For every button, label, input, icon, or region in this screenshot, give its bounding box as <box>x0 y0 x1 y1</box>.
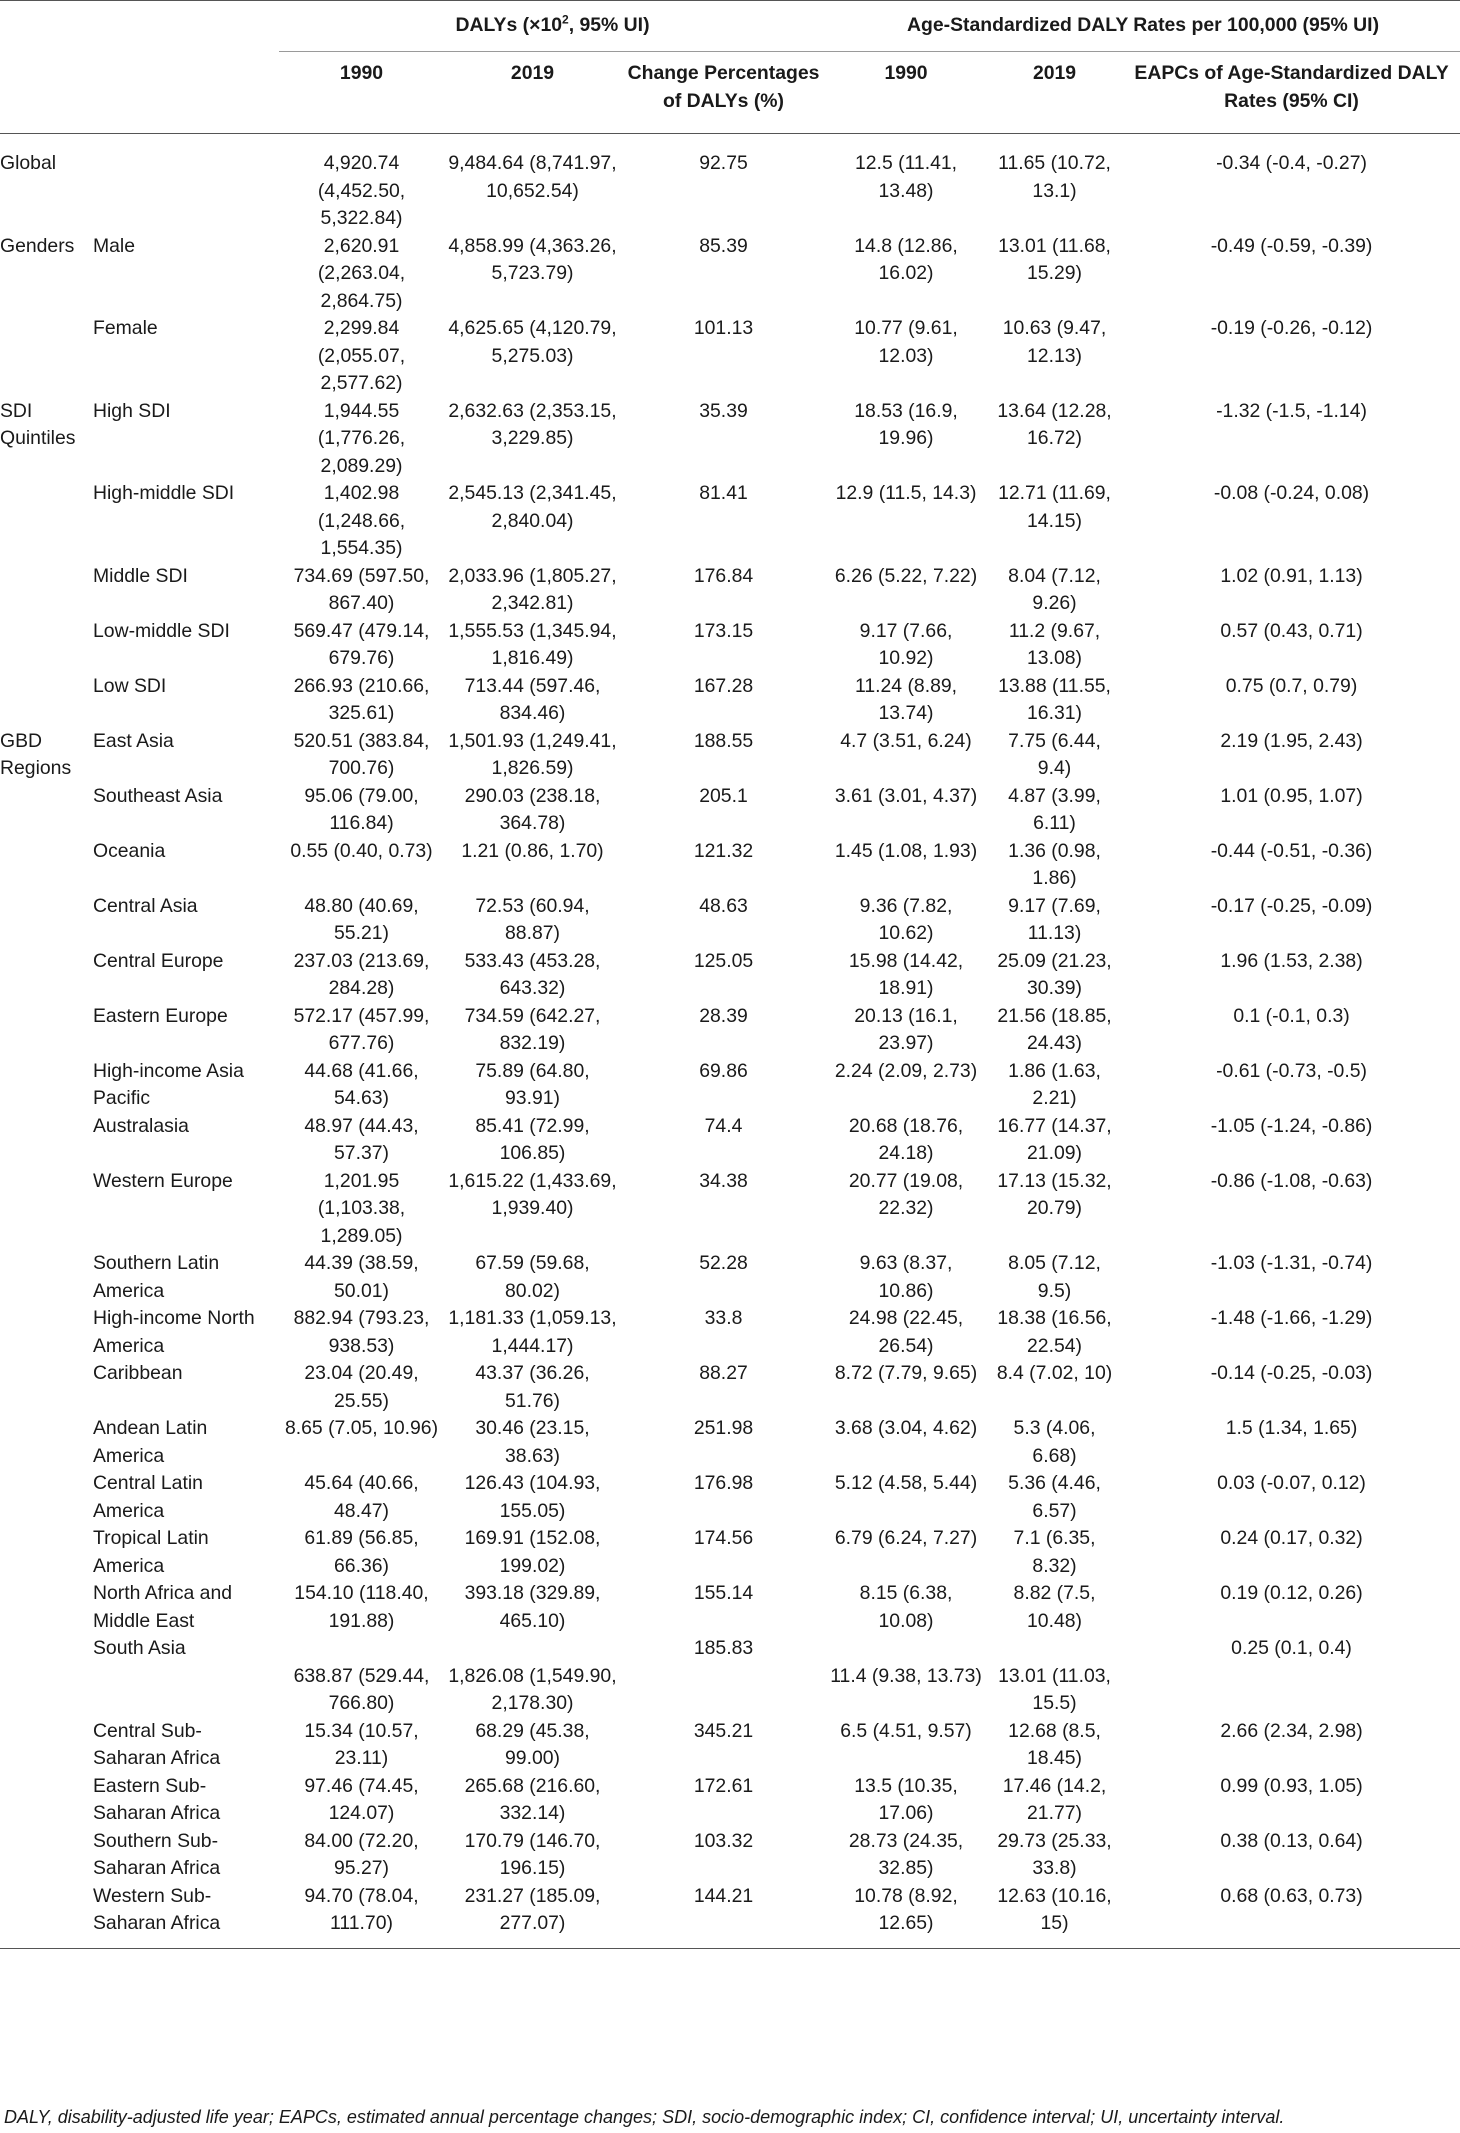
row-group-label <box>0 1360 93 1415</box>
cell-rate-2019: 18.38 (16.56, 22.54) <box>997 1307 1112 1357</box>
cell-change: 103.32 <box>693 1829 754 1852</box>
table-row <box>0 1580 1460 1635</box>
cell-dalys-2019: 2,033.96 (1,805.27, 2,342.81) <box>448 564 617 614</box>
cell-rate-2019: 11.2 (9.67, 13.08) <box>1008 619 1101 669</box>
cell-dalys-2019: 75.89 (64.80, 93.91) <box>475 1059 590 1109</box>
cell-rate-2019: 16.77 (14.37, 21.09) <box>997 1114 1112 1164</box>
cell-rate-1990: 8.72 (7.79, 9.65) <box>834 1362 978 1384</box>
cell-rate-2019: 1.86 (1.63, 2.21) <box>1008 1059 1101 1109</box>
cell-change: 52.28 <box>699 1252 748 1274</box>
cell-change: 85.39 <box>699 234 748 257</box>
cell-change: 69.86 <box>699 1059 748 1082</box>
cell-eapc: -0.19 (-0.26, -0.12) <box>1210 317 1373 339</box>
cell-eapc: 1.96 (1.53, 2.38) <box>1220 949 1363 972</box>
row-group-label <box>0 563 93 618</box>
cell-eapc: 0.99 (0.93, 1.05) <box>1220 1774 1363 1797</box>
cell-rate-1990: 24.98 (22.45, 26.54) <box>848 1307 964 1357</box>
cell-dalys-1990: 44.68 (41.66, 54.63) <box>304 1059 419 1109</box>
cell-dalys-1990: 638.87 (529.44, 766.80) <box>293 1664 430 1714</box>
cell-rate-1990: 5.12 (4.58, 5.44) <box>834 1472 978 1494</box>
cell-rate-1990: 3.61 (3.01, 4.37) <box>834 784 978 807</box>
table-row <box>0 398 1460 481</box>
cell-dalys-2019: 1,826.08 (1,549.90, 2,178.30) <box>448 1664 617 1714</box>
table-header <box>0 1 1460 134</box>
row-sub-label: North Africa and Middle East <box>93 1582 233 1632</box>
cell-rate-1990: 20.77 (19.08, 22.32) <box>848 1169 964 1219</box>
cell-rate-1990: 4.7 (3.51, 6.24) <box>840 729 972 752</box>
row-group-label <box>0 1883 93 1949</box>
row-sub-label: High-income North America <box>93 1307 255 1357</box>
cell-rate-2019: 7.75 (6.44, 9.4) <box>1008 729 1101 779</box>
row-group-label <box>0 1305 93 1360</box>
cell-eapc: 0.1 (-0.1, 0.3) <box>1233 1004 1350 1027</box>
row-sub-label: Caribbean <box>93 1362 183 1384</box>
header-group-dalys: DALYs ($\times 10^2$, 95% UI) <box>279 1 826 52</box>
table-row <box>0 233 1460 316</box>
row-sub-label: Southeast Asia <box>93 784 223 807</box>
table-row <box>0 783 1460 838</box>
row-sub-label: Middle SDI <box>93 564 188 587</box>
table-row <box>0 563 1460 618</box>
cell-dalys-1990: 2,620.91 (2,263.04, 2,864.75) <box>317 234 406 312</box>
table-row <box>0 1773 1460 1828</box>
cell-eapc: 1.5 (1.34, 1.65) <box>1225 1417 1358 1439</box>
table-row <box>0 1058 1460 1113</box>
cell-change: 173.15 <box>693 619 754 642</box>
cell-dalys-1990: 882.94 (793.23, 938.53) <box>293 1307 430 1357</box>
table-row <box>0 1415 1460 1470</box>
header-eapc: EAPCs of Age-Standardized DALY Rates (95% CI) <box>1134 62 1449 112</box>
cell-dalys-2019: 734.59 (642.27, 832.19) <box>464 1004 601 1054</box>
row-sub-label: Tropical Latin America <box>93 1527 209 1577</box>
cell-rate-1990 <box>826 1635 986 1663</box>
cell-dalys-1990: 45.64 (40.66, 48.47) <box>304 1472 419 1522</box>
cell-dalys-1990: 266.93 (210.66, 325.61) <box>293 674 430 724</box>
cell-rate-1990: 12.9 (11.5, 14.3) <box>835 482 977 504</box>
cell-dalys-1990: 15.34 (10.57, 23.11) <box>304 1719 419 1769</box>
cell-rate-2019: 17.13 (15.32, 20.79) <box>997 1169 1112 1219</box>
cell-dalys-2019: 231.27 (185.09, 277.07) <box>464 1884 601 1934</box>
cell-change: 205.1 <box>699 784 748 807</box>
cell-rate-2019: 9.17 (7.69, 11.13) <box>1008 894 1101 944</box>
table-row <box>0 1828 1460 1883</box>
cell-rate-2019: 13.64 (12.28, 16.72) <box>997 399 1112 449</box>
cell-rate-1990: 3.68 (3.04, 4.62) <box>834 1417 978 1439</box>
cell-change: 35.39 <box>699 399 748 422</box>
row-group-label <box>0 1470 93 1525</box>
cell-rate-1990: 6.79 (6.24, 7.27) <box>834 1527 978 1549</box>
table-row <box>0 480 1460 563</box>
cell-eapc: 0.57 (0.43, 0.71) <box>1220 619 1363 642</box>
header-dalys-2019: 2019 <box>510 62 555 84</box>
cell-eapc: -0.34 (-0.4, -0.27) <box>1216 152 1367 174</box>
row-group-label <box>0 1828 93 1883</box>
cell-change: 101.13 <box>693 317 754 339</box>
row-group-label <box>0 673 93 728</box>
cell-dalys-1990: 48.80 (40.69, 55.21) <box>304 894 419 944</box>
cell-rate-2019: 7.1 (6.35, 8.32) <box>1013 1527 1096 1577</box>
table-row <box>0 673 1460 728</box>
table-row <box>0 1168 1460 1251</box>
cell-dalys-2019: 2,632.63 (2,353.15, 3,229.85) <box>448 399 617 449</box>
cell-change: 125.05 <box>693 949 754 972</box>
cell-rate-1990: 20.13 (16.1, 23.97) <box>854 1004 958 1054</box>
cell-change: 345.21 <box>693 1719 754 1742</box>
cell-rate-2019: 17.46 (14.2, 21.77) <box>1002 1774 1107 1824</box>
cell-change: 172.61 <box>693 1774 754 1797</box>
cell-dalys-1990: 734.69 (597.50, 867.40) <box>293 564 430 614</box>
cell-eapc: 0.24 (0.17, 0.32) <box>1220 1527 1363 1549</box>
row-group-label: Genders <box>0 234 75 257</box>
cell-rate-2019 <box>986 1635 1123 1663</box>
cell-rate-1990: 28.73 (24.35, 32.85) <box>848 1829 964 1879</box>
cell-dalys-1990: 44.39 (38.59, 50.01) <box>304 1252 419 1302</box>
row-group-label <box>0 893 93 948</box>
row-sub-label: Central Asia <box>93 894 198 917</box>
row-sub-label: Central Europe <box>93 949 224 972</box>
cell-dalys-2019: 1,555.53 (1,345.94, 1,816.49) <box>448 619 617 669</box>
cell-dalys-2019: 85.41 (72.99, 106.85) <box>475 1114 590 1164</box>
row-sub-label: Male <box>93 234 136 257</box>
cell-change: 92.75 <box>699 152 748 174</box>
cell-dalys-2019: 393.18 (329.89, 465.10) <box>464 1582 601 1632</box>
cell-dalys-1990: 97.46 (74.45, 124.07) <box>304 1774 419 1824</box>
row-group-label <box>0 1663 93 1718</box>
header-rate-2019: 2019 <box>1032 62 1077 84</box>
cell-dalys-2019: 1,501.93 (1,249.41, 1,826.59) <box>448 729 617 779</box>
cell-change: 174.56 <box>693 1527 754 1549</box>
cell-dalys-2019: 43.37 (36.26, 51.76) <box>475 1362 590 1412</box>
table-row <box>0 728 1460 783</box>
cell-eapc: 2.19 (1.95, 2.43) <box>1220 729 1363 752</box>
table-row <box>0 1470 1460 1525</box>
cell-eapc <box>1123 1663 1460 1718</box>
cell-dalys-2019: 713.44 (597.46, 834.46) <box>464 674 601 724</box>
cell-change: 88.27 <box>699 1362 748 1384</box>
cell-dalys-1990: 520.51 (383.84, 700.76) <box>293 729 430 779</box>
cell-dalys-1990: 84.00 (72.20, 95.27) <box>304 1829 419 1879</box>
cell-rate-2019: 8.4 (7.02, 10) <box>996 1362 1113 1384</box>
table-row <box>0 838 1460 893</box>
row-sub-label: Western Sub-Saharan Africa <box>93 1884 221 1934</box>
cell-dalys-2019: 68.29 (45.38, 99.00) <box>475 1719 590 1769</box>
cell-rate-1990: 13.5 (10.35, 17.06) <box>854 1774 958 1824</box>
cell-dalys-1990: 94.70 (78.04, 111.70) <box>304 1884 419 1934</box>
cell-rate-1990: 20.68 (18.76, 24.18) <box>848 1114 964 1164</box>
cell-rate-2019: 13.01 (11.03, 15.5) <box>998 1664 1111 1714</box>
cell-rate-2019: 29.73 (25.33, 33.8) <box>997 1829 1112 1879</box>
cell-dalys-1990: 569.47 (479.14, 679.76) <box>293 619 430 669</box>
table-row <box>0 618 1460 673</box>
cell-eapc: 2.66 (2.34, 2.98) <box>1220 1719 1363 1742</box>
cell-rate-2019: 21.56 (18.85, 24.43) <box>997 1004 1112 1054</box>
row-sub-label: High-income Asia Pacific <box>93 1059 244 1109</box>
cell-eapc: 0.19 (0.12, 0.26) <box>1220 1582 1363 1604</box>
row-sub-label: Eastern Europe <box>93 1004 228 1027</box>
cell-change: 155.14 <box>693 1582 754 1604</box>
cell-change: 121.32 <box>693 839 754 862</box>
row-group-label <box>0 1003 93 1058</box>
cell-rate-1990: 6.5 (4.51, 9.57) <box>840 1719 972 1742</box>
row-group-label <box>0 783 93 838</box>
cell-dalys-1990: 8.65 (7.05, 10.96) <box>284 1417 439 1439</box>
row-group-label <box>0 480 93 563</box>
cell-dalys-1990: 1,201.95 (1,103.38, 1,289.05) <box>317 1169 406 1247</box>
cell-rate-1990: 2.24 (2.09, 2.73) <box>834 1059 978 1082</box>
cell-dalys-2019: 4,625.65 (4,120.79, 5,275.03) <box>448 317 617 367</box>
row-group-label: Global <box>0 152 57 174</box>
row-group-label <box>0 948 93 1003</box>
row-group-label <box>0 1718 93 1773</box>
cell-dalys-2019: 67.59 (59.68, 80.02) <box>475 1252 590 1302</box>
cell-rate-2019: 5.3 (4.06, 6.68) <box>1013 1417 1096 1467</box>
row-group-label <box>0 1580 93 1635</box>
table-row <box>0 893 1460 948</box>
cell-rate-1990: 18.53 (16.9, 19.96) <box>854 399 958 449</box>
cell-change: 144.21 <box>693 1884 754 1907</box>
cell-dalys-1990: 0.55 (0.40, 0.73) <box>290 839 433 862</box>
cell-eapc: 0.75 (0.7, 0.79) <box>1225 674 1358 697</box>
row-group-label <box>0 1058 93 1113</box>
cell-dalys-2019: 72.53 (60.94, 88.87) <box>475 894 590 944</box>
cell-rate-1990: 11.24 (8.89, 13.74) <box>854 674 958 724</box>
cell-eapc: -1.05 (-1.24, -0.86) <box>1210 1114 1373 1137</box>
cell-rate-1990: 14.8 (12.86, 16.02) <box>854 234 958 284</box>
row-sub-label <box>93 1663 279 1718</box>
cell-rate-2019: 13.01 (11.68, 15.29) <box>998 234 1111 284</box>
cell-eapc: 0.68 (0.63, 0.73) <box>1220 1884 1363 1907</box>
cell-dalys-2019: 4,858.99 (4,363.26, 5,723.79) <box>448 234 617 284</box>
cell-dalys-2019: 265.68 (216.60, 332.14) <box>464 1774 601 1824</box>
cell-rate-2019: 11.65 (10.72, 13.1) <box>998 152 1111 202</box>
row-sub-label: East Asia <box>93 729 174 752</box>
cell-eapc: 0.38 (0.13, 0.64) <box>1220 1829 1363 1852</box>
cell-dalys-1990: 572.17 (457.99, 677.76) <box>293 1004 430 1054</box>
table-row <box>0 1305 1460 1360</box>
cell-change <box>621 1663 826 1718</box>
cell-rate-2019: 13.88 (11.55, 16.31) <box>998 674 1111 724</box>
cell-rate-2019: 12.63 (10.16, 15) <box>997 1884 1112 1934</box>
cell-dalys-1990: 4,920.74 (4,452.50, 5,322.84) <box>317 152 406 229</box>
row-sub-label: Central Latin America <box>93 1472 203 1522</box>
cell-rate-2019: 4.87 (3.99, 6.11) <box>1008 784 1101 834</box>
row-sub-label: Low-middle SDI <box>93 619 230 642</box>
cell-change: 251.98 <box>693 1417 754 1439</box>
row-sub-label: High SDI <box>93 399 171 422</box>
cell-eapc: -0.49 (-0.59, -0.39) <box>1210 234 1373 257</box>
row-sub-label <box>93 134 279 233</box>
row-sub-label: Southern Sub-Saharan Africa <box>93 1829 221 1879</box>
cell-rate-2019: 10.63 (9.47, 12.13) <box>1002 317 1107 367</box>
row-group-label <box>0 838 93 893</box>
cell-rate-1990: 9.17 (7.66, 10.92) <box>859 619 953 669</box>
cell-rate-2019: 5.36 (4.46, 6.57) <box>1008 1472 1101 1522</box>
cell-eapc: -1.48 (-1.66, -1.29) <box>1210 1307 1373 1329</box>
cell-dalys-1990: 61.89 (56.85, 66.36) <box>304 1527 419 1577</box>
header-group-rates: Age-Standardized DALY Rates per 100,000 (95% UI) <box>826 1 1460 52</box>
cell-dalys-1990: 1,944.55 (1,776.26, 2,089.29) <box>317 399 406 477</box>
cell-rate-1990: 6.26 (5.22, 7.22) <box>834 564 978 587</box>
row-sub-label: High-middle SDI <box>93 482 235 504</box>
table-row <box>0 1718 1460 1773</box>
cell-dalys-1990: 23.04 (20.49, 25.55) <box>304 1362 419 1412</box>
row-group-label <box>0 315 93 398</box>
cell-change: 176.84 <box>693 564 754 587</box>
row-group-label <box>0 618 93 673</box>
row-group-label <box>0 1113 93 1168</box>
cell-dalys-2019: 2,545.13 (2,341.45, 2,840.04) <box>448 482 617 532</box>
cell-dalys-2019: 1,615.22 (1,433.69, 1,939.40) <box>448 1169 617 1219</box>
cell-dalys-1990: 237.03 (213.69, 284.28) <box>293 949 430 999</box>
row-sub-label: Eastern Sub-Saharan Africa <box>93 1774 221 1824</box>
cell-change: 176.98 <box>693 1472 754 1494</box>
table-row <box>0 1360 1460 1415</box>
cell-dalys-2019: 126.43 (104.93, 155.05) <box>464 1472 601 1522</box>
header-dalys-1990: 1990 <box>339 62 384 84</box>
cell-rate-1990: 15.98 (14.42, 18.91) <box>848 949 964 999</box>
cell-rate-2019: 25.09 (21.23, 30.39) <box>997 949 1112 999</box>
cell-rate-1990: 8.15 (6.38, 10.08) <box>859 1582 953 1632</box>
cell-eapc: 0.25 (0.1, 0.4) <box>1231 1637 1352 1659</box>
cell-eapc: -1.03 (-1.31, -0.74) <box>1210 1252 1373 1274</box>
cell-eapc: -0.08 (-0.24, 0.08) <box>1213 482 1370 504</box>
header-change: Change Percentages of DALYs (%) <box>627 62 820 112</box>
row-sub-label: Central Sub-Saharan Africa <box>93 1719 221 1769</box>
cell-rate-2019: 12.71 (11.69, 14.15) <box>998 482 1111 532</box>
cell-rate-1990: 1.45 (1.08, 1.93) <box>834 839 978 862</box>
cell-dalys-2019: 533.43 (453.28, 643.32) <box>464 949 601 999</box>
cell-rate-2019: 8.05 (7.12, 9.5) <box>1008 1252 1101 1302</box>
row-group-label: GBD Regions <box>0 729 72 779</box>
cell-change: 34.38 <box>699 1169 748 1192</box>
table-row <box>0 134 1460 233</box>
cell-eapc: -1.32 (-1.5, -1.14) <box>1216 399 1367 422</box>
row-group-label <box>0 1168 93 1251</box>
table-row <box>0 315 1460 398</box>
cell-dalys-2019: 30.46 (23.15, 38.63) <box>475 1417 590 1467</box>
row-group-label <box>0 1525 93 1580</box>
table-row <box>0 1113 1460 1168</box>
table-row <box>0 1663 1460 1718</box>
cell-rate-2019: 8.82 (7.5, 10.48) <box>1013 1582 1096 1632</box>
cell-change: 167.28 <box>693 674 754 697</box>
table-row <box>0 1883 1460 1949</box>
table-row <box>0 948 1460 1003</box>
cell-dalys-1990: 2,299.84 (2,055.07, 2,577.62) <box>317 317 406 394</box>
row-sub-label: Australasia <box>93 1114 189 1137</box>
cell-dalys-2019: 1,181.33 (1,059.13, 1,444.17) <box>448 1307 617 1357</box>
cell-change: 74.4 <box>704 1114 743 1137</box>
cell-eapc: -0.44 (-0.51, -0.36) <box>1210 839 1373 862</box>
cell-dalys-2019: 9,484.64 (8,741.97, 10,652.54) <box>448 152 617 202</box>
table-row <box>0 1525 1460 1580</box>
header-rate-1990: 1990 <box>884 62 928 84</box>
cell-change: 185.83 <box>693 1637 754 1659</box>
cell-dalys-2019: 169.91 (152.08, 199.02) <box>464 1527 601 1577</box>
table-body <box>0 134 1460 1949</box>
cell-dalys-1990: 1,402.98 (1,248.66, 1,554.35) <box>317 482 406 559</box>
cell-rate-1990: 11.4 (9.38, 13.73) <box>830 1664 982 1687</box>
cell-change: 33.8 <box>704 1307 743 1329</box>
row-sub-label: Female <box>93 317 158 339</box>
cell-dalys-1990 <box>279 1635 444 1663</box>
cell-dalys-1990: 95.06 (79.00, 116.84) <box>304 784 419 834</box>
row-group-label <box>0 1773 93 1828</box>
cell-eapc: 1.02 (0.91, 1.13) <box>1220 564 1363 587</box>
row-group-label <box>0 1635 93 1663</box>
row-sub-label: Andean Latin America <box>93 1417 208 1467</box>
cell-eapc: 0.03 (-0.07, 0.12) <box>1217 1472 1366 1494</box>
cell-rate-1990: 10.78 (8.92, 12.65) <box>854 1884 958 1934</box>
cell-dalys-2019: 170.79 (146.70, 196.15) <box>464 1829 601 1879</box>
cell-rate-1990: 12.5 (11.41, 13.48) <box>854 152 958 202</box>
row-sub-label: South Asia <box>93 1637 186 1659</box>
cell-dalys-1990: 48.97 (44.43, 57.37) <box>304 1114 419 1164</box>
row-group-label <box>0 1415 93 1470</box>
row-group-label: SDI Quintiles <box>0 399 76 449</box>
cell-change: 48.63 <box>699 894 748 917</box>
table-row <box>0 1250 1460 1305</box>
cell-rate-1990: 9.36 (7.82, 10.62) <box>859 894 953 944</box>
cell-change: 188.55 <box>693 729 754 752</box>
row-sub-label: Low SDI <box>93 674 167 697</box>
cell-eapc: -0.14 (-0.25, -0.03) <box>1210 1362 1373 1384</box>
row-group-label <box>0 1250 93 1305</box>
cell-change: 28.39 <box>699 1004 748 1027</box>
row-sub-label: Southern Latin America <box>93 1252 220 1302</box>
cell-eapc: 1.01 (0.95, 1.07) <box>1220 784 1363 807</box>
cell-rate-1990: 9.63 (8.37, 10.86) <box>859 1252 953 1302</box>
table-footnote: DALY, disability-adjusted life year; EAPCs, estimated annual percentage changes; SDI, socio-demographic index; CI, confidence interval; UI, uncertainty interval. <box>4 2107 1285 2127</box>
cell-rate-2019: 1.36 (0.98, 1.86) <box>1008 839 1101 889</box>
cell-dalys-2019: 1.21 (0.86, 1.70) <box>461 839 604 862</box>
cell-eapc: -0.17 (-0.25, -0.09) <box>1210 894 1373 917</box>
cell-rate-1990: 10.77 (9.61, 12.03) <box>854 317 958 367</box>
cell-dalys-2019: 290.03 (238.18, 364.78) <box>464 784 601 834</box>
cell-rate-2019: 8.04 (7.12, 9.26) <box>1008 564 1101 614</box>
table-row <box>0 1635 1460 1663</box>
cell-change: 81.41 <box>699 482 748 504</box>
row-sub-label: Oceania <box>93 839 166 862</box>
cell-dalys-1990: 154.10 (118.40, 191.88) <box>294 1582 429 1632</box>
row-sub-label: Western Europe <box>93 1169 233 1192</box>
cell-rate-2019: 12.68 (8.5, 18.45) <box>1008 1719 1101 1769</box>
cell-eapc: -0.86 (-1.08, -0.63) <box>1210 1169 1373 1192</box>
cell-eapc: -0.61 (-0.73, -0.5) <box>1216 1059 1367 1082</box>
cell-dalys-2019 <box>444 1635 621 1663</box>
table-row <box>0 1003 1460 1058</box>
